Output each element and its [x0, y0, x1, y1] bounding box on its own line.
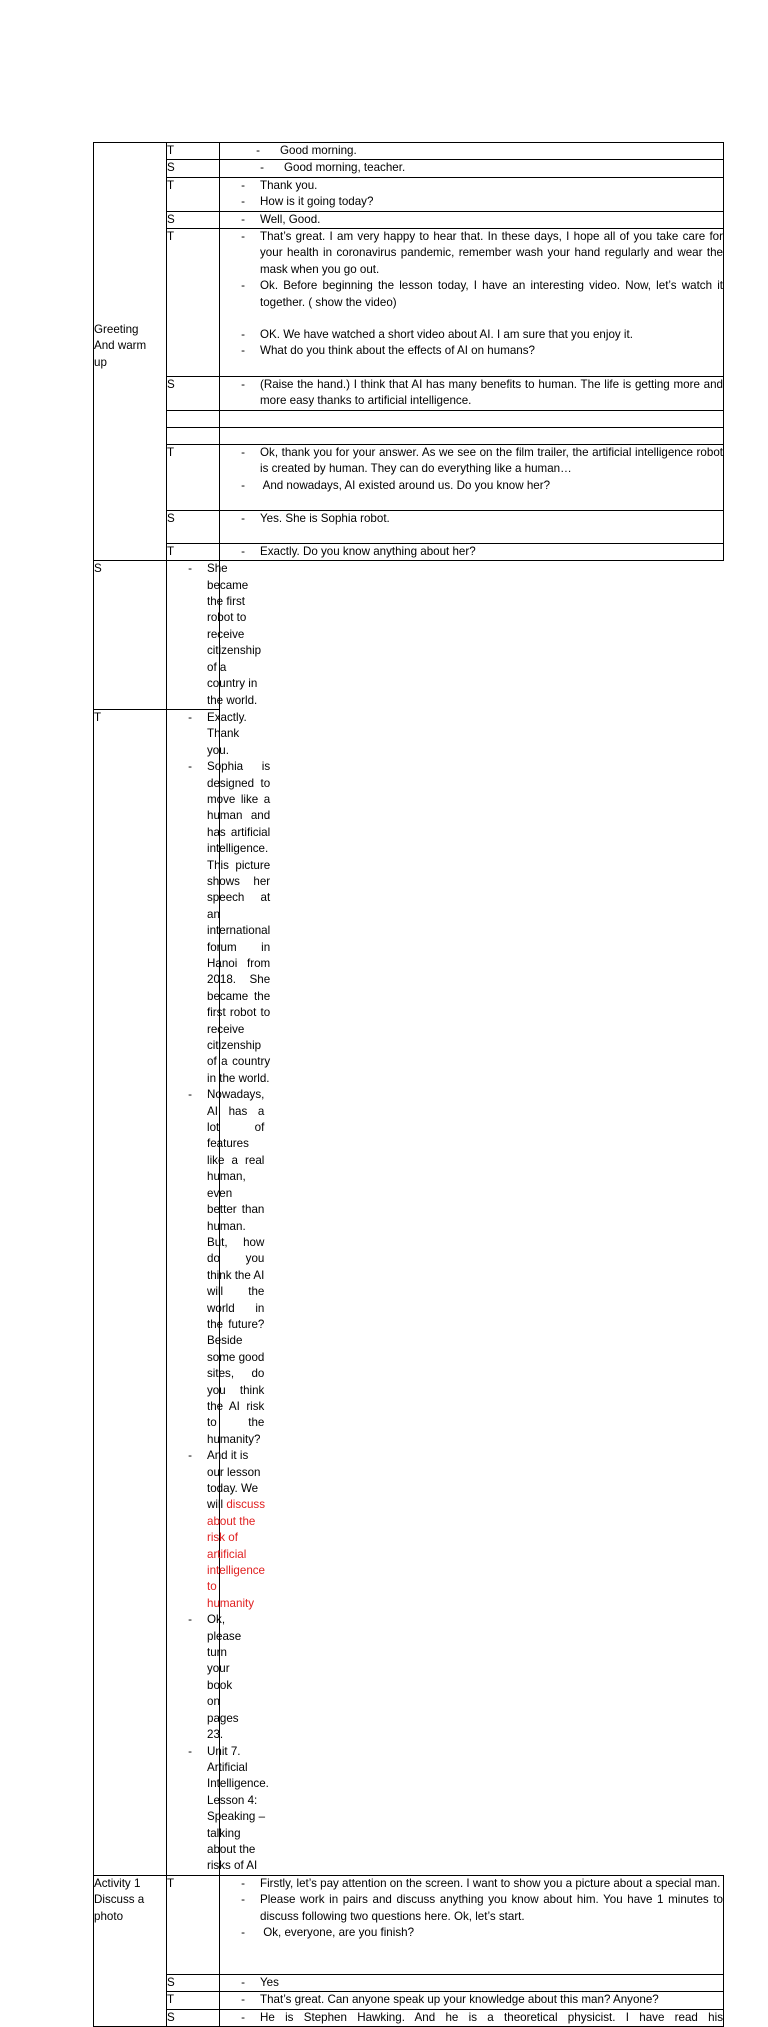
empty-cell — [220, 427, 724, 444]
dash: - — [188, 1744, 192, 1758]
dash: - — [241, 212, 245, 226]
dialogue-cell — [220, 377, 724, 411]
dialogue-line: Well, Good. — [260, 212, 321, 226]
dash: - — [241, 478, 245, 492]
dialogue-line: Good morning, teacher. — [284, 161, 406, 175]
dash: - — [241, 178, 245, 192]
dash: - — [241, 328, 245, 342]
stage-activity1-cell — [94, 1875, 167, 2026]
dialogue-cell — [220, 543, 724, 560]
dash: - — [241, 445, 245, 459]
dialogue-cell — [220, 143, 724, 160]
table-row — [94, 2009, 724, 2026]
dash: - — [241, 378, 245, 392]
dash: - — [241, 1893, 245, 1907]
dialogue-line: That’s great. Can anyone speak up your knowledge about this man? Anyone? — [260, 1993, 659, 2007]
dialogue-line: Yes — [260, 1975, 279, 1989]
table-row — [94, 160, 724, 177]
role-cell: S — [167, 510, 220, 543]
dialogue-line: Yes. She is Sophia robot. — [260, 511, 390, 525]
dialogue-line: Ok. Before beginning the lesson today, I have an interesting video. Now, let’s watch it together. ( show the video) — [260, 279, 723, 309]
dialogue-line: Exactly. Thank you. — [207, 710, 247, 757]
stage-greeting-label: Greeting And warm up — [94, 323, 147, 369]
dash: - — [256, 144, 260, 157]
dialogue-text: And it is our lesson today. We will — [207, 1449, 264, 1512]
dash: - — [241, 1993, 245, 2007]
dialogue-line: Please work in pairs and discuss anything you know about him. You have 1 minutes to discuss following two questions here. Ok, let’s start. — [260, 1893, 723, 1923]
stage-activity1-label: Activity 1 Discuss a photo — [94, 1876, 145, 1923]
table-row — [94, 1875, 724, 1974]
dialogue-cell — [220, 211, 724, 228]
dialogue-cell — [220, 160, 724, 177]
dialogue-cell — [220, 1974, 724, 1991]
role-cell: S — [167, 1974, 220, 1991]
role-cell: T — [167, 1875, 220, 1974]
table-row — [94, 561, 724, 710]
dialogue-cell — [220, 1992, 724, 2009]
role-cell: S — [167, 211, 220, 228]
table-row — [94, 543, 724, 560]
dialogue-line: Exactly. Do you know anything about her? — [260, 544, 476, 558]
dialogue-line: Sophia is designed to move like a human and has artificial intelligence. This picture shows her speech at an international forum in Hanoi from 2018. She became the first robot to receive citizenship of a country in the world. — [207, 760, 271, 1085]
role-cell: S — [94, 561, 167, 710]
dialogue-cell — [220, 229, 724, 377]
dialogue-line: She became the first robot to receive citizenship of a country in the world. — [207, 562, 262, 707]
dialogue-line: How is it going today? — [260, 195, 374, 209]
empty-cell — [167, 427, 220, 444]
empty-cell — [220, 410, 724, 427]
dash: - — [188, 710, 192, 724]
empty-cell — [167, 410, 220, 427]
dash: - — [241, 279, 245, 293]
table-row — [94, 709, 724, 1875]
dialogue-line: Firstly, let’s pay attention on the screen. I want to show you a picture about a special man. — [260, 1876, 721, 1890]
dash: - — [188, 1613, 192, 1627]
dialogue-line: Ok, everyone, are you finish? — [260, 1925, 415, 1939]
dialogue-line: What do you think about the effects of AI on humans? — [260, 344, 535, 358]
empty-row — [94, 410, 724, 427]
table-row — [94, 211, 724, 228]
dialogue-cell — [220, 2009, 724, 2026]
table-row — [94, 143, 724, 160]
dialogue-cell — [167, 561, 262, 710]
dash: - — [241, 195, 245, 209]
dialogue-cell — [167, 709, 271, 1875]
role-cell: T — [167, 1992, 220, 2009]
highlighted-lesson-topic: discuss about the risk of artificial intelligence to humanity — [207, 1498, 266, 1610]
table-row — [94, 444, 724, 510]
dash: - — [188, 1088, 192, 1102]
dialogue-line: OK. We have watched a short video about AI. I am sure that you enjoy it. — [260, 328, 633, 342]
dialogue-line: He is Stephen Hawking. And he is a theoretical physicist. I have read his — [260, 2010, 723, 2024]
dash: - — [241, 344, 245, 358]
role-cell: T — [167, 143, 220, 160]
dash: - — [241, 1925, 245, 1939]
table-row — [94, 1974, 724, 1991]
dialogue-line: Ok, thank you for your answer. As we see on the film trailer, the artificial intelligence robot is created by human. They can do everything like a human… — [260, 445, 723, 476]
dialogue-line: That’s great. I am very happy to hear that. In these days, I hope all of you take care for your health in coronavirus pandemic, remember wash your hand regularly and wear the mask when you go out. — [260, 230, 723, 276]
dash: - — [241, 230, 245, 244]
dialogue-line: And nowadays, AI existed around us. Do you know her? — [260, 478, 551, 492]
role-cell: T — [94, 709, 167, 1875]
dash: - — [241, 1975, 245, 1989]
dash: - — [241, 544, 245, 558]
stage-greeting-cell — [94, 143, 167, 561]
dash: - — [188, 562, 192, 576]
dialogue-line-with-highlight — [207, 1448, 265, 1612]
dash: - — [241, 511, 245, 525]
dash: - — [188, 1449, 192, 1463]
role-cell: T — [167, 543, 220, 560]
lesson-plan-table — [93, 142, 724, 2027]
role-cell: T — [167, 444, 220, 510]
dialogue-line: (Raise the hand.) I think that AI has many benefits to human. The life is getting more and more easy thanks to artificial intelligence. — [260, 378, 723, 408]
dash: - — [241, 2010, 245, 2024]
empty-row — [94, 427, 724, 444]
table-row — [94, 510, 724, 543]
dialogue-line: Ok, please turn your book on pages 23. — [207, 1613, 242, 1742]
table-row — [94, 229, 724, 377]
table-row — [94, 1992, 724, 2009]
dialogue-cell — [220, 1875, 724, 1974]
role-cell: T — [167, 229, 220, 377]
dialogue-cell — [220, 177, 724, 211]
dialogue-line: Thank you. — [260, 178, 318, 192]
dialogue-line: Nowadays, AI has a lot of features like a real human, even better than human. But, how do you think the AI will the world in the future? Beside some good sites, do you think the AI risk to the humanity? — [207, 1088, 265, 1446]
dialogue-cell — [220, 444, 724, 510]
dialogue-line: Good morning. — [280, 144, 357, 157]
table-row — [94, 177, 724, 211]
role-cell: S — [167, 160, 220, 177]
dialogue-line: Unit 7. Artificial Intelligence. Lesson 4: Speaking – talking about the risks of AI — [207, 1744, 269, 1873]
dash: - — [260, 161, 264, 175]
dialogue-cell — [220, 510, 724, 543]
table-row — [94, 377, 724, 411]
dash: - — [241, 1876, 245, 1890]
role-cell: S — [167, 2009, 220, 2026]
dash: - — [188, 760, 192, 774]
role-cell: T — [167, 177, 220, 211]
role-cell: S — [167, 377, 220, 411]
